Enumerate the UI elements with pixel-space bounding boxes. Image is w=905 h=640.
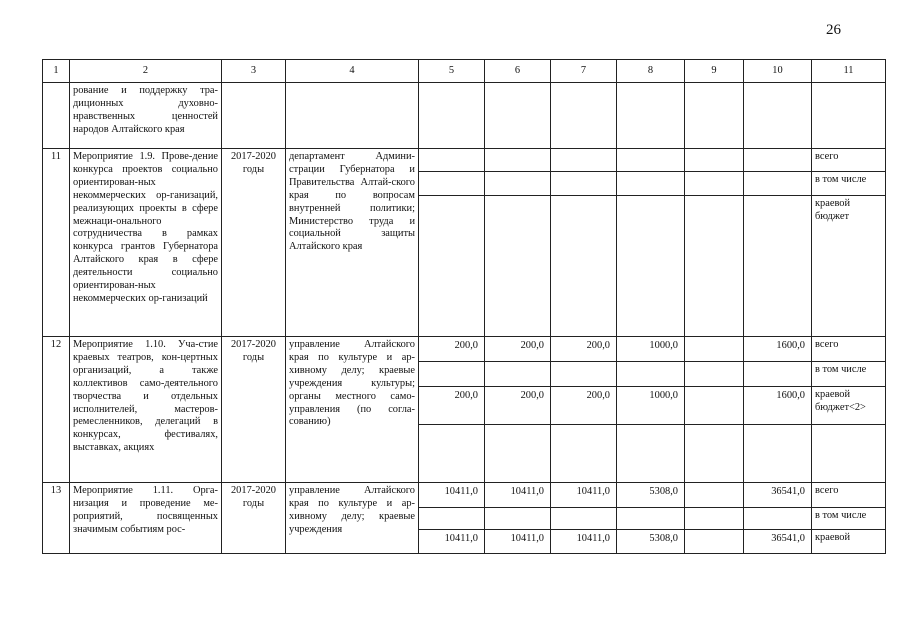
column-header: 10 — [744, 60, 812, 83]
value-cell: 1000,0 — [617, 337, 685, 362]
column-header: 6 — [485, 60, 551, 83]
column-header: 11 — [812, 60, 886, 83]
funding-source-cell: краевой бюджет — [812, 196, 886, 337]
funding-source-cell: в том числе — [812, 362, 886, 387]
value-cell: 5308,0 — [617, 530, 685, 554]
value-cell: 36541,0 — [744, 483, 812, 508]
row-number: 12 — [43, 337, 70, 483]
funding-source-cell: в том числе — [812, 172, 886, 196]
value-cell — [685, 530, 744, 554]
column-number-row — [43, 60, 886, 83]
column-header: 5 — [419, 60, 485, 83]
column-header: 7 — [551, 60, 617, 83]
value-cell: 200,0 — [419, 387, 485, 425]
funding-source-cell: всего — [812, 149, 886, 172]
period-cell: 2017-2020 годы — [222, 149, 286, 337]
value-cell — [685, 337, 744, 362]
value-cell: 10411,0 — [551, 530, 617, 554]
column-header: 1 — [43, 60, 70, 83]
executors-cell: управление Алтайского края по культуре и ар-хивному делу; краевые учреждения культуры; органы местного само-управления (по согла-сованию) — [286, 337, 419, 483]
funding-source-cell: в том числе — [812, 508, 886, 530]
budget-table — [42, 59, 886, 554]
value-cell: 36541,0 — [744, 530, 812, 554]
table-row-continued — [43, 83, 886, 149]
value-cell: 1000,0 — [617, 387, 685, 425]
measure-name-cell: Мероприятие 1.9. Прове-дение конкурса проектов социально ориентирован-ных некоммерческих ор-ганизаций, реализующих проекты в сфере межнаци-онального сотрудничества в рамках конкурса грантов Губернатора Алтайского края в сфере деятельности социально ориентирован-ных некоммерческих ор-ганизаций — [70, 149, 222, 337]
page-number: 26 — [826, 22, 841, 38]
funding-source-cell: краевой бюджет<2> — [812, 387, 886, 425]
value-cell: 10411,0 — [419, 483, 485, 508]
period-cell: 2017-2020 годы — [222, 337, 286, 483]
funding-source-cell: всего — [812, 483, 886, 508]
table-row-13 — [43, 483, 886, 508]
period-cell: 2017-2020 годы — [222, 483, 286, 554]
table-row-11 — [43, 149, 886, 172]
funding-source-cell: всего — [812, 337, 886, 362]
row-number: 13 — [43, 483, 70, 554]
value-cell: 1600,0 — [744, 337, 812, 362]
table-row-12 — [43, 337, 886, 362]
value-cell: 200,0 — [551, 337, 617, 362]
value-cell: 200,0 — [419, 337, 485, 362]
value-cell: 1600,0 — [744, 387, 812, 425]
column-header: 3 — [222, 60, 286, 83]
value-cell: 10411,0 — [419, 530, 485, 554]
measure-name-cell: рование и поддержку тра-диционных духовно-нравственных ценностей народов Алтайского края — [70, 83, 222, 149]
value-cell: 10411,0 — [485, 530, 551, 554]
value-cell: 200,0 — [485, 387, 551, 425]
column-header: 8 — [617, 60, 685, 83]
value-cell — [685, 483, 744, 508]
funding-source-cell: краевой — [812, 530, 886, 554]
executors-cell: департамент Админи-страции Губернатора и Правительства Алтай-ского края по вопросам внутренней политики; Министерство труда и социальной защиты Алтайского края — [286, 149, 419, 337]
value-cell: 200,0 — [485, 337, 551, 362]
value-cell: 10411,0 — [485, 483, 551, 508]
measure-name-cell: Мероприятие 1.11. Орга-низация и проведение ме-роприятий, посвященных значимым событиям рос- — [70, 483, 222, 554]
value-cell — [685, 387, 744, 425]
value-cell: 5308,0 — [617, 483, 685, 508]
column-header: 9 — [685, 60, 744, 83]
column-header: 2 — [70, 60, 222, 83]
executors-cell: управление Алтайского края по культуре и ар-хивному делу; краевые учреждения — [286, 483, 419, 554]
value-cell: 10411,0 — [551, 483, 617, 508]
measure-name-cell: Мероприятие 1.10. Уча-стие краевых театров, кон-цертных организаций, а также коллективов само-деятельного творчества и отдельных исполнителей, мастеров-ремесленников, делегаций в конкурсах, фестивалях, выставках, акциях — [70, 337, 222, 483]
column-header: 4 — [286, 60, 419, 83]
row-number: 11 — [43, 149, 70, 337]
value-cell: 200,0 — [551, 387, 617, 425]
